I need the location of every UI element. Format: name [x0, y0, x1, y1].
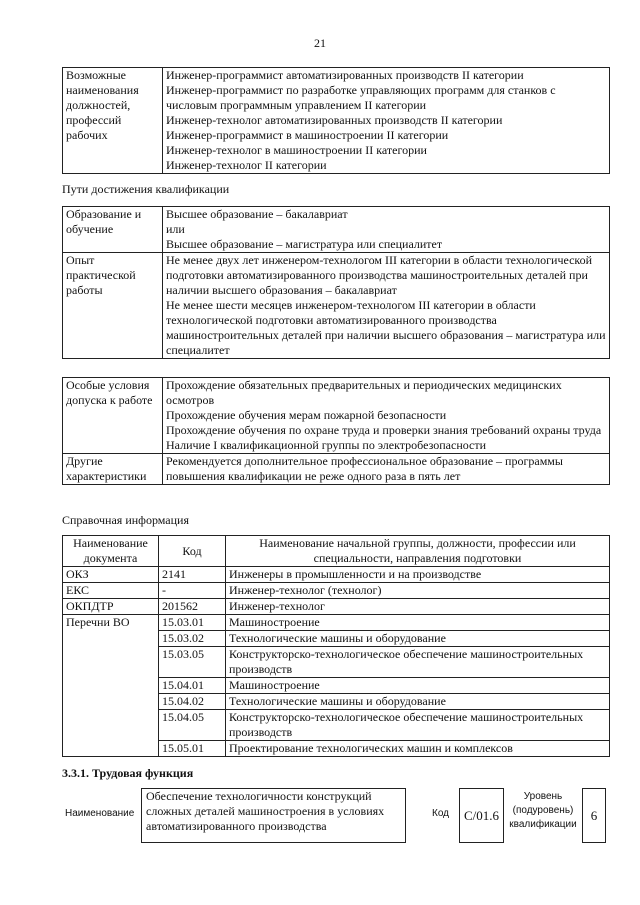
- list-item: Инженер-технолог в машиностроении II категории: [166, 143, 427, 157]
- experience-content: [163, 253, 610, 359]
- qualification-level: 6: [582, 788, 606, 843]
- function-name-label: Наименование: [65, 808, 135, 819]
- table-row: [63, 207, 610, 253]
- doc-cell: ОКПДТР: [63, 599, 159, 615]
- table-row: [63, 567, 610, 583]
- education-content: [163, 207, 610, 253]
- qualification-paths-table: [62, 206, 610, 359]
- name-cell: Инженеры в промышленности и на производстве: [226, 567, 610, 583]
- list-item: Инженер-программист автоматизированных производств II категории: [166, 68, 524, 82]
- table-row: [63, 615, 610, 631]
- code-cell: 15.03.05: [159, 647, 226, 678]
- function-code: C/01.6: [459, 788, 504, 843]
- name-cell: Машиностроение: [226, 615, 610, 631]
- experience-label: Опыт практической работы: [63, 253, 163, 359]
- name-cell: Инженер-технолог: [226, 599, 610, 615]
- table-row: [63, 583, 610, 599]
- code-cell: 201562: [159, 599, 226, 615]
- code-cell: 2141: [159, 567, 226, 583]
- table-row: [63, 599, 610, 615]
- list-item: Прохождение обучения по охране труда и проверки знания требований охраны труда: [166, 423, 602, 437]
- list-item: Не менее двух лет инженером-технологом III категории в области технологической подготовки автоматизированного производства машиностроительных деталей при наличии высшего образования – бакалавриат: [166, 253, 593, 297]
- reference-title: Справочная информация: [62, 513, 189, 527]
- qualification-level-label: Уровень (подуровень) квалификации: [509, 791, 577, 830]
- page-number: 21: [314, 36, 326, 50]
- function-title: 3.3.1. Трудовая функция: [62, 766, 194, 780]
- list-item: Инженер-программист по разработке управляющих программ для станков с числовым программным управлением II категории: [166, 83, 556, 112]
- table-header-row: [63, 536, 610, 567]
- name-cell: Инженер-технолог (технолог): [226, 583, 610, 599]
- list-item: Инженер-программист в машиностроении II категории: [166, 128, 449, 142]
- education-label: Образование и обучение: [63, 207, 163, 253]
- code-cell: 15.04.01: [159, 678, 226, 694]
- other-label: Другие характеристики: [63, 454, 163, 485]
- code-cell: 15.04.05: [159, 710, 226, 741]
- reference-table: [62, 535, 610, 757]
- code-cell: 15.03.01: [159, 615, 226, 631]
- conditions-label: Особые условия допуска к работе: [63, 378, 163, 454]
- name-cell: Технологические машины и оборудование: [226, 631, 610, 647]
- function-name: Обеспечение технологичности конструкций сложных деталей машиностроения в условиях автоматизированного производства: [141, 788, 406, 843]
- name-cell: Машиностроение: [226, 678, 610, 694]
- positions-table: [62, 67, 610, 174]
- table-row: [63, 378, 610, 454]
- conditions-table: [62, 377, 610, 485]
- table-row: [63, 68, 610, 174]
- name-cell: Конструкторско-технологическое обеспечение машиностроительных производств: [226, 710, 610, 741]
- code-cell: -: [159, 583, 226, 599]
- function-code-label: Код: [432, 808, 450, 819]
- column-header-code: Код: [159, 536, 226, 567]
- list-item: Инженер-технолог II категории: [166, 158, 327, 172]
- list-item: Инженер-технолог автоматизированных производств II категории: [166, 113, 503, 127]
- table-row: [63, 454, 610, 485]
- list-item: Наличие I квалификационной группы по электробезопасности: [166, 438, 487, 452]
- other-content: Рекомендуется дополнительное профессиональное образование – программы повышения квалификации не реже одного раза в пять лет: [163, 454, 610, 485]
- doc-cell: Перечни ВО: [63, 615, 159, 757]
- column-header-document: Наименование документа: [63, 536, 159, 567]
- paths-title: Пути достижения квалификации: [62, 182, 230, 196]
- code-cell: 15.04.02: [159, 694, 226, 710]
- code-cell: 15.03.02: [159, 631, 226, 647]
- list-item: Прохождение обязательных предварительных и периодических медицинских осмотров: [166, 378, 562, 407]
- name-cell: Проектирование технологических машин и комплексов: [226, 741, 610, 757]
- list-item: Не менее шести месяцев инженером-технологом III категории в области технологической подготовки автоматизированного производства машиностроительных деталей при наличии высшего образования – магистратура или специалитет: [166, 298, 606, 357]
- doc-cell: ЕКС: [63, 583, 159, 599]
- positions-list: [163, 68, 610, 174]
- list-item: или: [166, 222, 185, 236]
- doc-cell: ОКЗ: [63, 567, 159, 583]
- list-item: Высшее образование – магистратура или специалитет: [166, 237, 443, 251]
- list-item: Прохождение обучения мерам пожарной безопасности: [166, 408, 447, 422]
- name-cell: Технологические машины и оборудование: [226, 694, 610, 710]
- conditions-content: [163, 378, 610, 454]
- column-header-name: Наименование начальной группы, должности, профессии или специальности, направления подготовки: [226, 536, 610, 567]
- name-cell: Конструкторско-технологическое обеспечение машиностроительных производств: [226, 647, 610, 678]
- list-item: Высшее образование – бакалавриат: [166, 207, 348, 221]
- code-cell: 15.05.01: [159, 741, 226, 757]
- positions-label: Возможные наименования должностей, профессий рабочих: [63, 68, 163, 174]
- table-row: [63, 253, 610, 359]
